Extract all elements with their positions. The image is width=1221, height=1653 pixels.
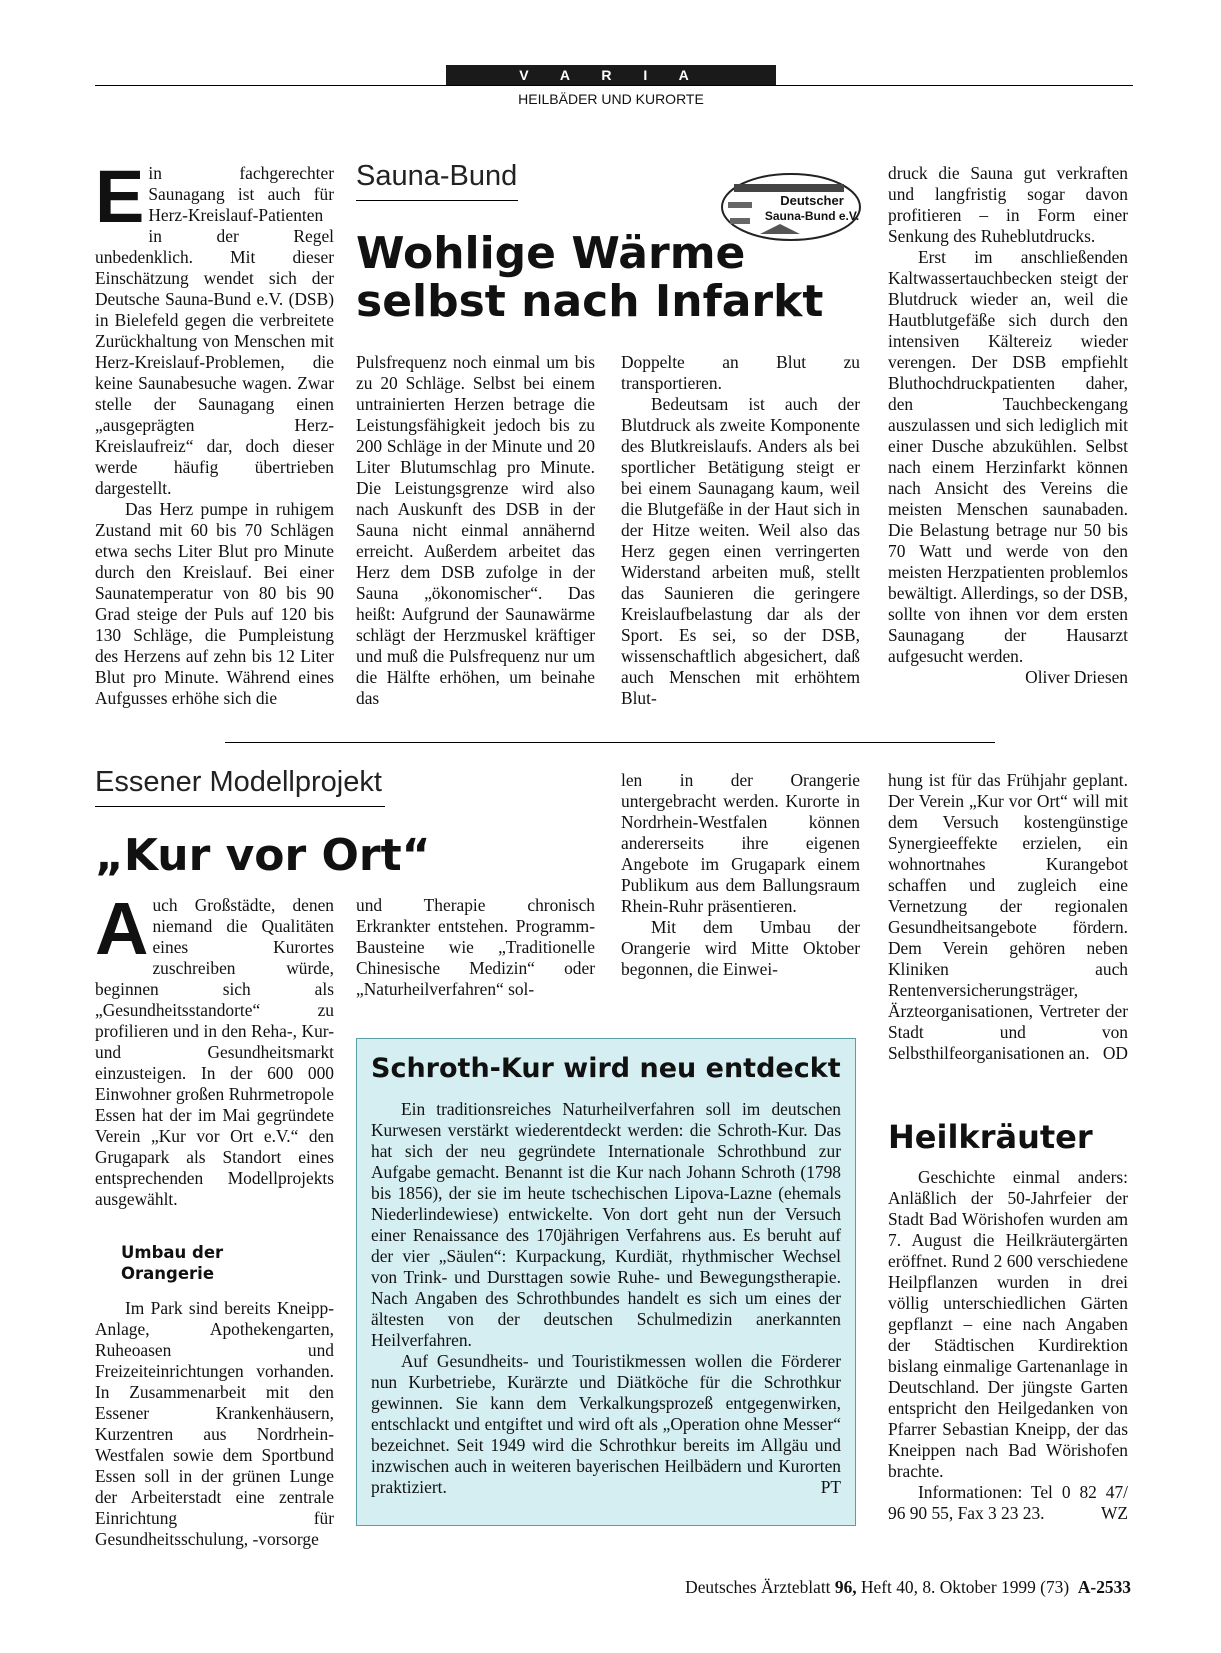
article2-column-3 xyxy=(621,770,860,980)
article2-col2-text: und Therapie chronisch Erkrankter entstehen. Programm-Bausteine wie „Traditionelle Chinesische Medizin“ oder „Naturheilverfahren“ sol- xyxy=(356,895,595,999)
article1-col4-text: druck die Sauna gut verkraften und langfristig sogar davon profitieren – in Form einer Senkung des Ruheblutdrucks. xyxy=(888,163,1128,246)
footer-page-number: A-2533 xyxy=(1077,1577,1131,1597)
article2-kicker-rule xyxy=(95,806,385,807)
article3-headline: Heilkräuter xyxy=(888,1118,1093,1156)
logo-text-1: Deutscher xyxy=(780,193,844,208)
article1-column-1 xyxy=(95,155,334,709)
article1-col1-text: in fachgerechter Saunagang ist auch für Herz-Kreislauf-Patienten in der Regel unbedenklich. Mit dieser Einschätzung wendet sich der Deutsche Sauna-Bund e.V. (DSB) in Bielefeld gegen die verbreitete Zurückhaltung von Menschen mit Herz-Kreislauf-Problemen, die keine Saunabesuche wagen. Zwar stelle der Saunagang einen „ausgeprägten Herz-Kreislaufreiz“ dar, doch dieser werde häufig übertrieben dargestellt. xyxy=(95,163,334,498)
article1-headline-line2: selbst nach Infarkt xyxy=(356,276,824,327)
article3-paragraph-1: Geschichte einmal anders: Anläßlich der 50-Jahrfeier der Stadt Bad Wörishofen wurden am 7. August die Heilkräutergärten eröffnet. Rund 2 600 verschiedene Heilpflanzen wurden in drei völlig unterschiedlichen Gärten gepflanzt – eine nach Angaben der Städtischen Kurdirektion bislang einmalige Gartenanlage in Deutschland. Der jüngste Garten entspricht den Heilgedanken von Pfarrer Sebastian Kneipp, der das Kneippen nach Bad Wörishofen brachte. xyxy=(888,1167,1128,1481)
article1-dropcap: E xyxy=(95,155,145,238)
article2-column-4 xyxy=(888,770,1128,1064)
article1-col4-paragraph: Erst im anschließenden Kaltwassertauchbecken steigt der Blutdruck wieder an, weil die Hautblutgefäße sich durch den intensiven Kältereiz wieder verengen. Der DSB empfiehlt Bluthochdruckpatienten daher, den Tauchbeckengang auszulassen und sich lediglich mit einer Dusche abzukühlen. Selbst nach einem Herzinfarkt können nach Ansicht des Vereins die meisten Menschen saunabaden. Die Belastung betrage nur 50 bis 70 Watt und werde von den meisten Herzpatienten problemlos bewältigt. Allerdings, so der DSB, sollte von ihnen vor dem ersten Saunagang der Hausarzt aufgesucht werden. xyxy=(888,247,1128,666)
section-title: HEILBÄDER UND KURORTE xyxy=(518,91,704,107)
box-title: Schroth-Kur wird neu entdeckt xyxy=(371,1053,841,1084)
article1-kicker: Sauna-Bund xyxy=(356,160,518,192)
footer-journal: Deutsches Ärzteblatt xyxy=(685,1577,831,1597)
article1-col3-text: Doppelte an Blut zu transportieren. xyxy=(621,352,860,393)
article1-author: Oliver Driesen xyxy=(1025,667,1128,687)
logo-text-2: Sauna-Bund e.V. xyxy=(764,209,860,223)
article1-kicker-rule xyxy=(356,200,518,201)
article2-subhead: Umbau der Orangerie xyxy=(121,1243,224,1283)
box-paragraph-1: Ein traditionsreiches Naturheilverfahren soll im deutschen Kurwesen verstärkt wiederentdeckt werden: die Schroth-Kur. Das hat sich der neu gegründete Internationale Schrothbund zur Aufgabe gemacht. Benannt ist die Kur nach Johann Schroth (1798 bis 1856), der sie im heute tschechischen Lipova-Lazne (ehemals Niederlindewiese) entwickelte. Von dort geht nun der Versuch einer Renaissance des 170jährigen Verfahrens aus. Es beruht auf der vier „Säulen“: Kurpackung, Kurdiät, rhythmischer Wechsel von Trink- und Dursttagen sowie Ruhe- und Bewegungstherapie. Nach Angaben des Schrothbundes handelt es sich um eines der ältesten von der deutschen Schulmedizin anerkannten Heilverfahren. xyxy=(371,1099,841,1350)
box-author: PT xyxy=(820,1477,841,1497)
article2-col1-text: uch Großstädte, denen niemand die Qualitäten eines Kurortes zuschreiben würde, beginnen sich als „Gesundheitsstandorte“ zu profilieren und in den Reha-, Kur- und Gesundheitsmarkt einzusteigen. In der 600 000 Einwohner großen Ruhrmetropole Essen hat der im Mai gegründete Verein „Kur vor Ort e.V.“ den Grugapark als Standort eines entsprechenden Modellprojekts ausgewählt. xyxy=(95,895,334,1209)
article1-headline-line1: Wohlige Wärme xyxy=(356,228,746,279)
article2-col4-text: hung ist für das Frühjahr geplant. Der Verein „Kur vor Ort“ will mit dem Versuch kostengünstige Synergieeffekte erzielen, ein wohnortnahes Kurangebot schaffen und zugleich eine Vernetzung der regionalen Gesundheitsangebote fördern. Dem Verein gehören neben Kliniken auch Rentenversicherungsträger, Ärzteorganisationen, Vertreter der Stadt und von Selbsthilfeorganisationen an. xyxy=(888,770,1128,1063)
article3-column xyxy=(888,1167,1128,1524)
article2-col3-text: len in der Orangerie untergebracht werden. Kurorte in Nordrhein-Westfalen können andererseits ihre eigenen Angebote im Grugapark einem Publikum aus dem Ballungsraum Rhein-Ruhr präsentieren. xyxy=(621,770,860,916)
category-label: V A R I A xyxy=(446,65,776,85)
footer-volume: 96, xyxy=(834,1577,857,1597)
article2-column-1 xyxy=(95,887,334,1550)
article1-col1-paragraph: Das Herz pumpe in ruhigem Zustand mit 60 bis 70 Schlägen etwa sechs Liter Blut pro Minute durch den Kreislauf. Bei einer Saunatemperatur von 80 bis 90 Grad steige der Puls auf 120 bis 130 Schläge, die Pumpleistung des Herzens auf zehn bis 12 Liter Blut pro Minute. Während eines Aufgusses erhöhe sich die xyxy=(95,499,334,708)
page-footer xyxy=(596,1577,1131,1598)
article1-column-4 xyxy=(888,163,1128,688)
article3-paragraph-2: Informationen: Tel 0 82 47/ 96 90 55, Fax 3 23 23. xyxy=(888,1482,1128,1523)
article2-col1-paragraph: Im Park sind bereits Kneipp-Anlage, Apothekengarten, Ruheoasen und Freizeiteinrichtungen vorhanden. In Zusammenarbeit mit den Essener Krankenhäusern, Kurzentren aus Nordrhein-Westfalen sowie dem Sportbund Essen soll in der grünen Lunge der Arbeiterstadt eine zentrale Einrichtung für Gesundheitsschulung, -vorsorge xyxy=(95,1298,334,1549)
article2-author: OD xyxy=(1102,1043,1128,1063)
article1-col2-text: Pulsfrequenz noch einmal um bis zu 20 Schläge. Selbst bei einem untrainierten Herzen betrage die Leistungsfähigkeit jedoch bis zu 200 Schläge in der Minute und 20 Liter Blutumschlag pro Minute. Die Leistungsgrenze wird also nach Auskunft des DSB in der Sauna nicht einmal annähernd erreicht. Außerdem arbeitet das Herz dem DSB zufolge in der Sauna „ökonomischer“. Das heißt: Aufgrund der Saunawärme schlägt der Herzmuskel kräftiger und muß die Pulsfrequenz nur um die Hälfte erhöhen, um beinahe das xyxy=(356,352,595,708)
header-rule xyxy=(95,85,1133,86)
box-paragraph-2: Auf Gesundheits- und Touristikmessen wollen die Förderer nun Kurbetriebe, Kurärzte und Diätköche für die Schrothkur gewinnen. Sie kann dem Verkalkungsprozeß entgegenwirken, entschlackt und entgiftet und wird oft als „Operation ohne Messer“ bezeichnet. Seit 1949 wird die Schrothkur bereits im Allgäu und inzwischen auch in weiteren bayerischen Heilbädern und Kurorten praktiziert. xyxy=(371,1351,841,1497)
article1-column-3 xyxy=(621,352,860,709)
article1-headline xyxy=(356,230,836,326)
article1-col3-paragraph: Bedeutsam ist auch der Blutdruck als zweite Komponente des Blutkreislaufs. Anders als bei sportlicher Betätigung steigt er bei einem Saunagang kaum, weil die Blutgefäße in der Haut sich in der Hitze weiten. Weil also das Herz gegen einen verringerten Widerstand arbeiten muß, stellt das Saunieren die geringere Kreislaufbelastung dar als der Sport. Es sei, so der DSB, wissenschaftlich abgesichert, daß auch Menschen mit erhöhtem Blut- xyxy=(621,394,860,708)
article2-kicker: Essener Modellprojekt xyxy=(95,766,382,798)
article3-author: WZ xyxy=(1100,1503,1128,1523)
article2-col3-paragraph: Mit dem Umbau der Orangerie wird Mitte Oktober begonnen, die Einwei- xyxy=(621,917,860,979)
article-divider xyxy=(225,742,995,743)
schroth-kur-box xyxy=(356,1038,856,1526)
article2-headline: „Kur vor Ort“ xyxy=(95,830,431,881)
article1-column-2 xyxy=(356,352,595,709)
footer-issue: Heft 40, 8. Oktober 1999 (73) xyxy=(860,1577,1070,1597)
article2-column-2 xyxy=(356,895,595,1000)
article2-dropcap: A xyxy=(95,887,149,970)
box-text xyxy=(371,1099,841,1498)
